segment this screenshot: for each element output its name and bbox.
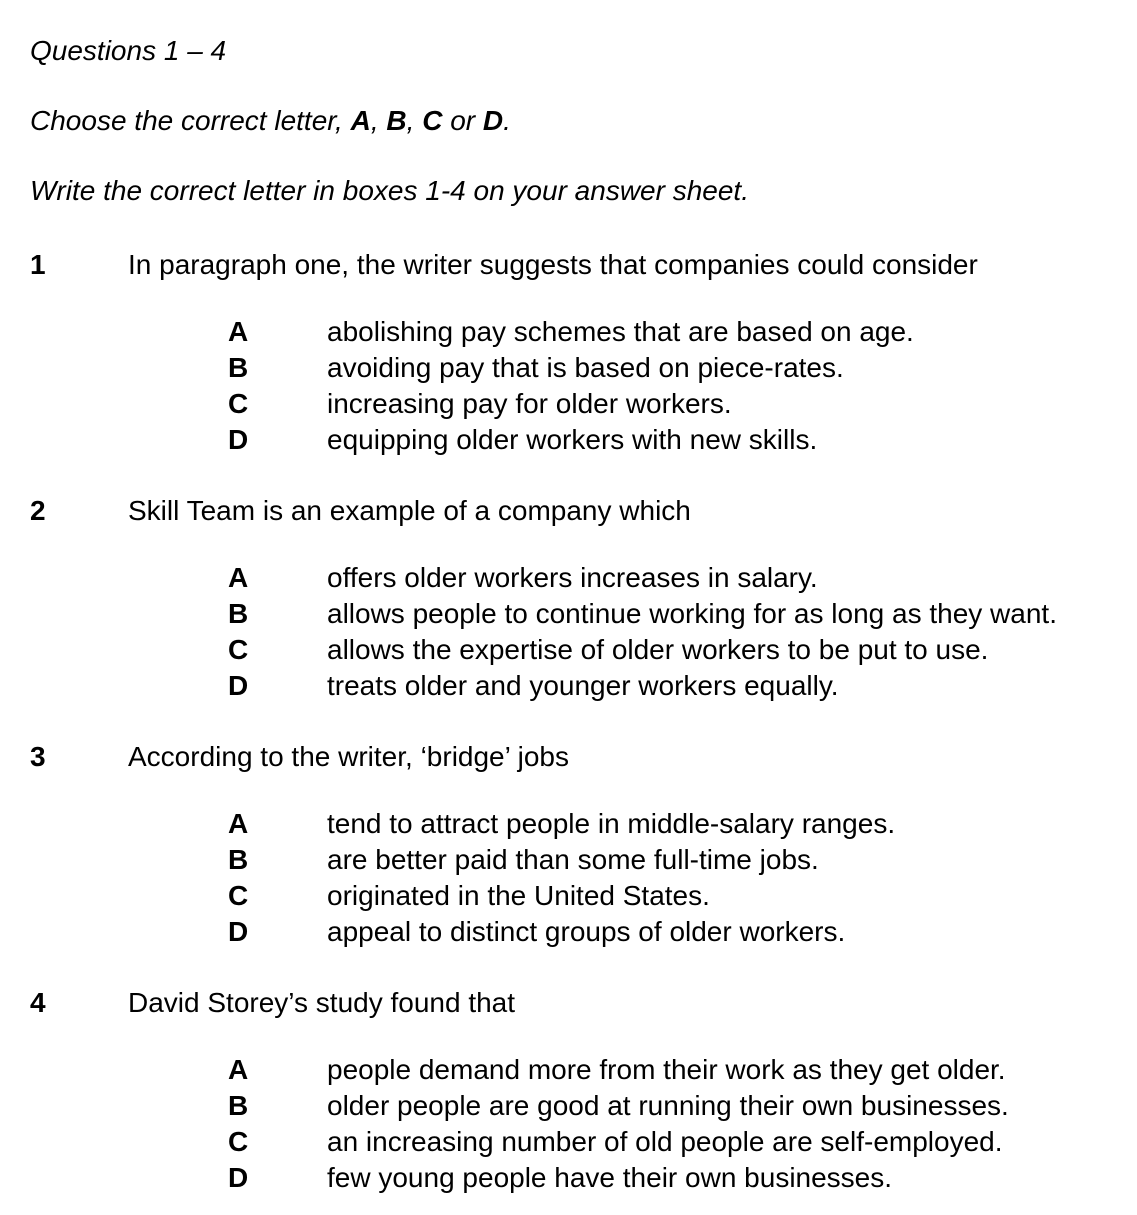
question-stem: David Storey’s study found that xyxy=(128,987,516,1018)
question-number: 4 xyxy=(30,987,46,1018)
option-letter-emphasis: B xyxy=(386,105,407,136)
option-letter: B xyxy=(228,844,249,875)
question-1 xyxy=(30,248,1129,458)
option-letter: A xyxy=(228,1054,249,1085)
option-letter: A xyxy=(228,562,249,593)
instruction-text: or xyxy=(442,105,483,136)
option-text: appeal to distinct groups of older workers. xyxy=(327,916,846,947)
question-3-option-A xyxy=(228,806,1129,842)
question-2-option-C xyxy=(228,632,1129,668)
question-2 xyxy=(30,494,1129,704)
question-1-option-B xyxy=(228,350,1129,386)
instruction-text: , xyxy=(370,105,387,136)
instruction-text: . xyxy=(503,105,511,136)
question-3-option-D xyxy=(228,914,1129,950)
question-stem-row xyxy=(30,248,1129,282)
option-letter: D xyxy=(228,916,249,947)
option-text: originated in the United States. xyxy=(327,880,710,911)
questions-list xyxy=(30,248,1129,1196)
option-letter: C xyxy=(228,1126,249,1157)
question-1-option-C xyxy=(228,386,1129,422)
option-letter: D xyxy=(228,670,249,701)
questions-range-title: Questions 1 – 4 xyxy=(30,35,227,66)
options-list xyxy=(228,806,1129,950)
instruction-write-answer: Write the correct letter in boxes 1-4 on your answer sheet. xyxy=(30,175,749,206)
option-letter: D xyxy=(228,424,249,455)
option-text: increasing pay for older workers. xyxy=(327,388,732,419)
option-text: older people are good at running their own businesses. xyxy=(327,1090,1009,1121)
option-text: equipping older workers with new skills. xyxy=(327,424,818,455)
option-letter: C xyxy=(228,880,249,911)
question-stem-row xyxy=(30,740,1129,774)
instruction-text: , xyxy=(406,105,423,136)
question-4-option-D xyxy=(228,1160,1129,1196)
question-number: 3 xyxy=(30,741,46,772)
option-letter: A xyxy=(228,316,249,347)
option-text: people demand more from their work as they get older. xyxy=(327,1054,1006,1085)
option-text: allows people to continue working for as long as they want. xyxy=(327,598,1057,629)
option-text: allows the expertise of older workers to be put to use. xyxy=(327,634,989,665)
option-letter: B xyxy=(228,1090,249,1121)
option-letter: D xyxy=(228,1162,249,1193)
options-list xyxy=(228,314,1129,458)
option-letter: A xyxy=(228,808,249,839)
instruction-text: Choose the correct letter, xyxy=(30,105,351,136)
question-number: 1 xyxy=(30,249,46,280)
option-letter: C xyxy=(228,388,249,419)
option-letter: B xyxy=(228,598,249,629)
option-letter-emphasis: D xyxy=(482,105,504,136)
options-list xyxy=(228,560,1129,704)
option-text: few young people have their own businesses. xyxy=(327,1162,893,1193)
option-text: avoiding pay that is based on piece-rates. xyxy=(327,352,844,383)
question-number: 2 xyxy=(30,495,46,526)
question-3-option-B xyxy=(228,842,1129,878)
option-text: are better paid than some full-time jobs. xyxy=(327,844,819,875)
question-1-option-A xyxy=(228,314,1129,350)
question-2-option-D xyxy=(228,668,1129,704)
option-text: offers older workers increases in salary. xyxy=(327,562,818,593)
option-letter: B xyxy=(228,352,249,383)
question-stem: According to the writer, ‘bridge’ jobs xyxy=(128,741,569,772)
question-4-option-A xyxy=(228,1052,1129,1088)
question-4 xyxy=(30,986,1129,1196)
option-letter: C xyxy=(228,634,249,665)
question-2-option-B xyxy=(228,596,1129,632)
question-3 xyxy=(30,740,1129,950)
question-3-option-C xyxy=(228,878,1129,914)
question-stem-row xyxy=(30,986,1129,1020)
question-stem: Skill Team is an example of a company which xyxy=(128,495,691,526)
option-letter-emphasis: C xyxy=(422,105,443,136)
question-4-option-C xyxy=(228,1124,1129,1160)
option-text: treats older and younger workers equally. xyxy=(327,670,839,701)
question-2-option-A xyxy=(228,560,1129,596)
question-4-option-B xyxy=(228,1088,1129,1124)
question-1-option-D xyxy=(228,422,1129,458)
question-stem: In paragraph one, the writer suggests that companies could consider xyxy=(128,249,978,280)
option-text: an increasing number of old people are self-employed. xyxy=(327,1126,1003,1157)
option-letter-emphasis: A xyxy=(350,105,371,136)
option-text: abolishing pay schemes that are based on age. xyxy=(327,316,914,347)
option-text: tend to attract people in middle-salary ranges. xyxy=(327,808,896,839)
instruction-choose-letter xyxy=(30,104,1129,138)
options-list xyxy=(228,1052,1129,1196)
question-stem-row xyxy=(30,494,1129,528)
